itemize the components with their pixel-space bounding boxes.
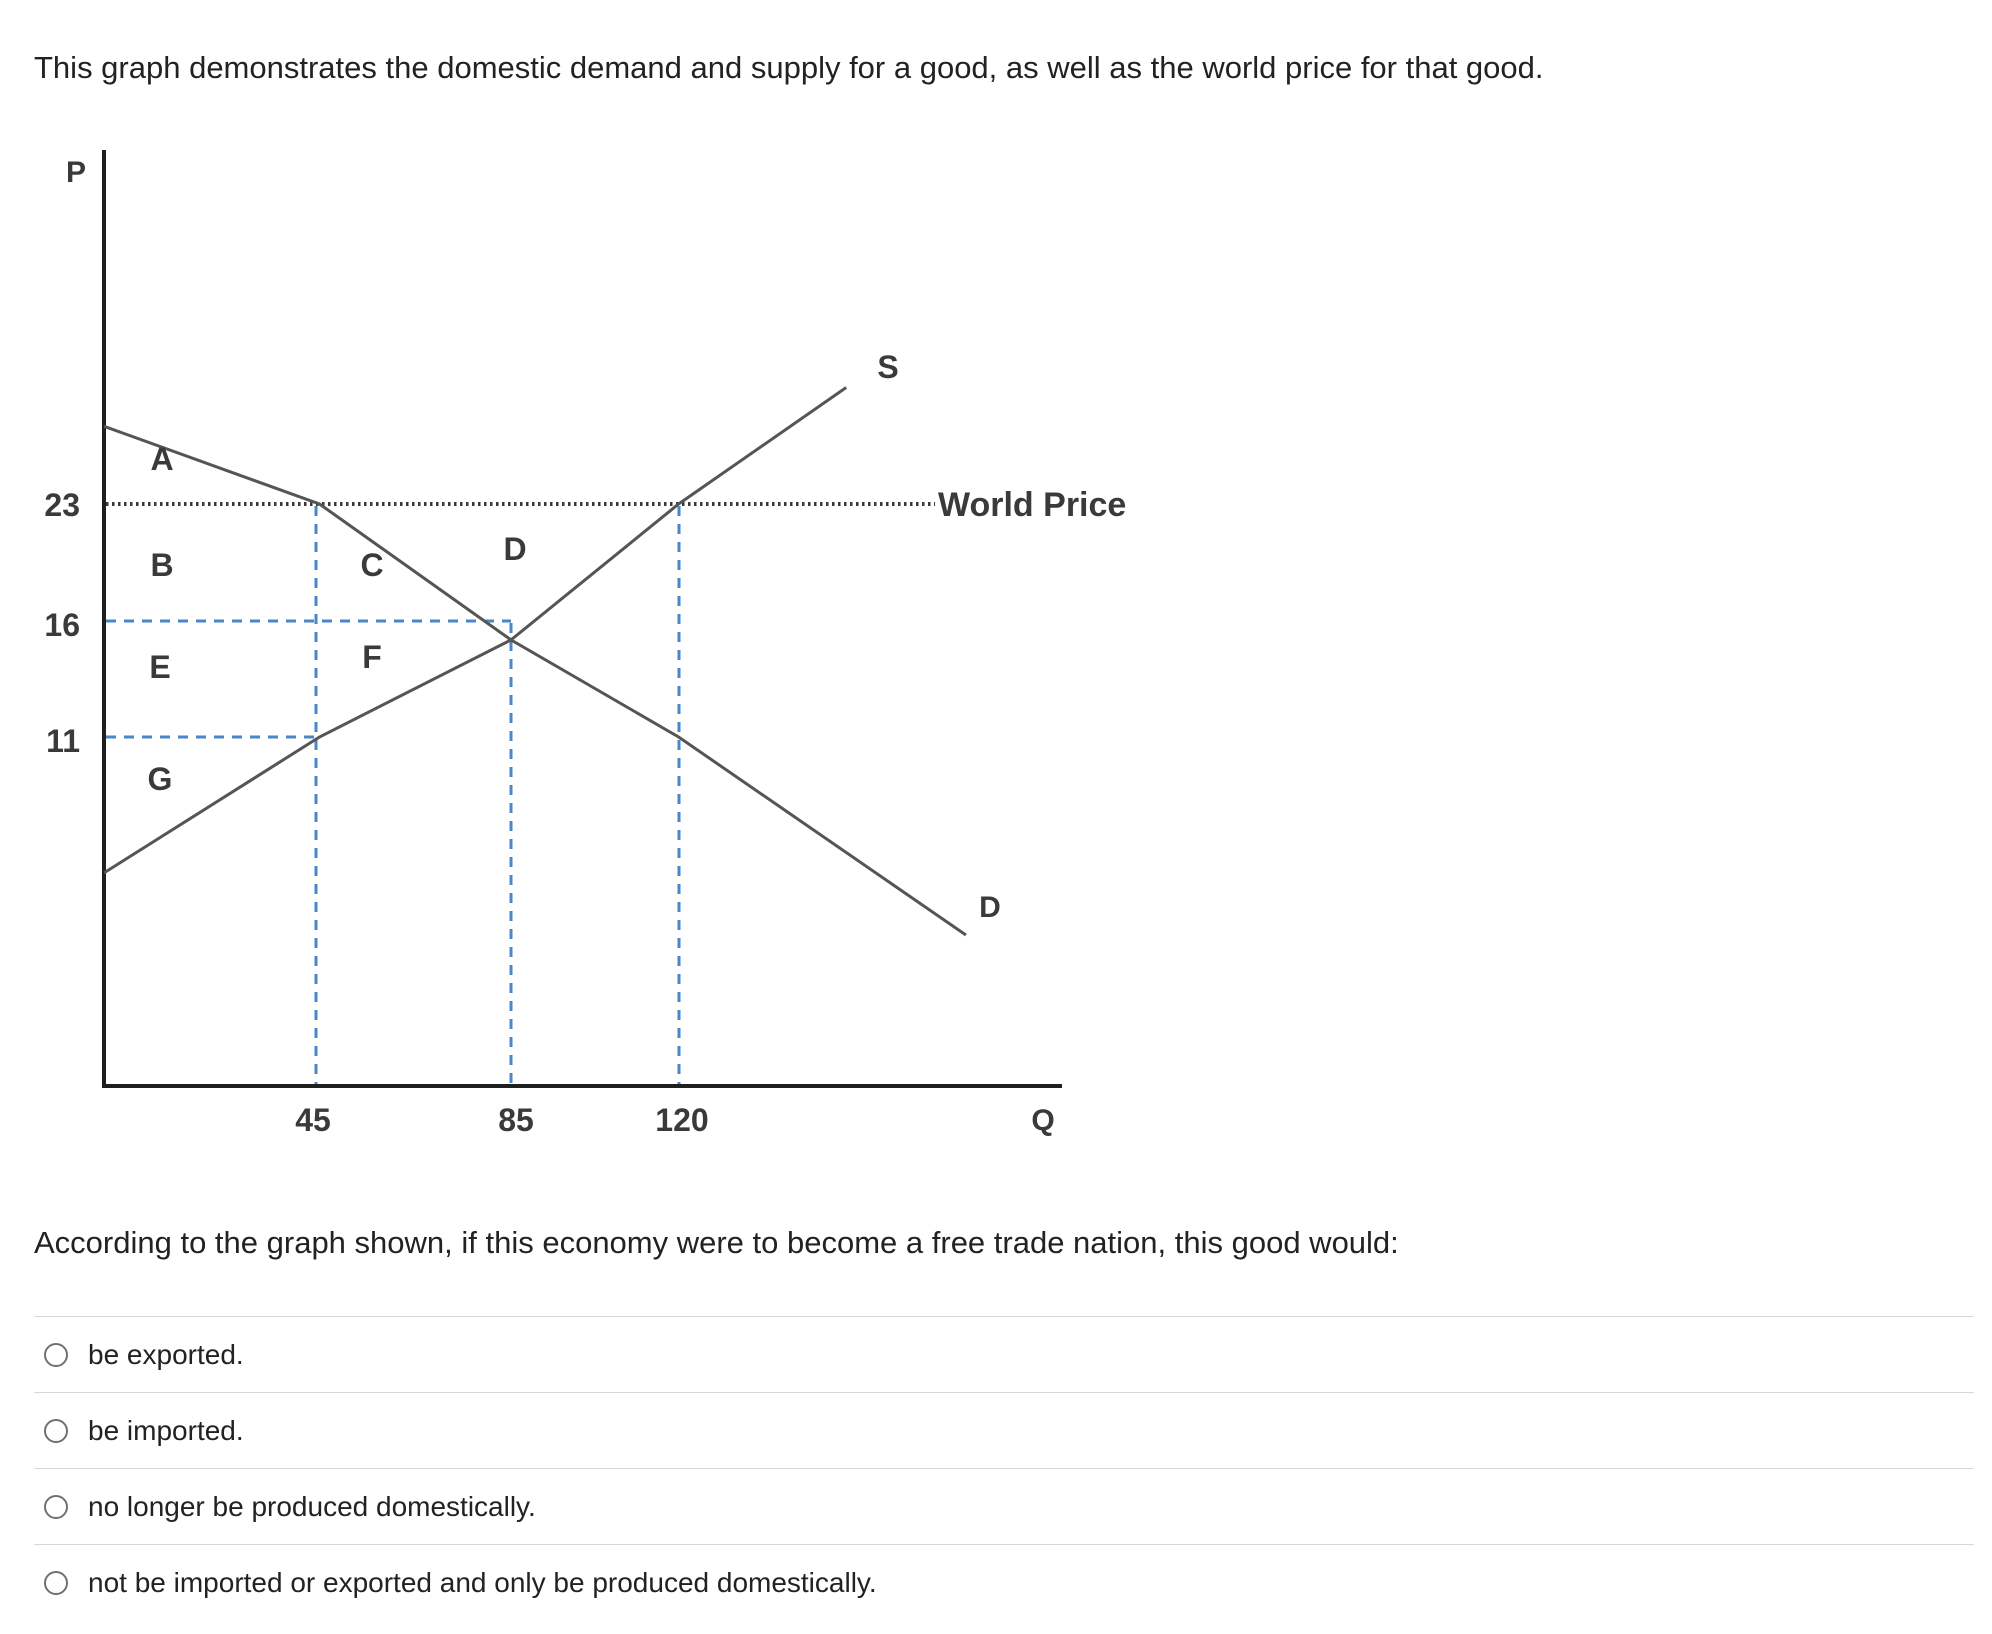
answer-option-label: not be imported or exported and only be produced domestically. — [88, 1566, 877, 1598]
region-label-e: E — [149, 649, 171, 685]
supply-demand-chart — [0, 140, 1180, 1160]
answer-option-no-domestic-production[interactable] — [34, 1468, 1974, 1544]
answer-option-label: no longer be produced domestically. — [88, 1490, 536, 1522]
radio-button[interactable] — [44, 1419, 68, 1443]
answer-option-imported[interactable] — [34, 1392, 1974, 1468]
supply-curve — [104, 388, 846, 873]
region-label-a: A — [150, 441, 174, 477]
demand-curve-label: D — [979, 891, 1001, 924]
y-tick-label: 16 — [44, 607, 80, 643]
question-text: According to the graph shown, if this economy were to become a free trade nation, this good would: — [34, 1225, 1399, 1260]
answer-option-label: be imported. — [88, 1414, 244, 1446]
x-axis-label: Q — [1031, 1104, 1055, 1137]
answer-options — [34, 1316, 1974, 1620]
intro-text: This graph demonstrates the domestic demand and supply for a good, as well as the world price for that good. — [34, 50, 1544, 85]
world-price-label: World Price — [938, 486, 1127, 524]
region-label-g: G — [147, 761, 173, 797]
y-axis-label: P — [65, 156, 87, 189]
answer-option-label: be exported. — [88, 1338, 244, 1370]
x-tick-label: 85 — [498, 1102, 534, 1138]
region-label-c: C — [360, 547, 384, 583]
region-label-d: D — [503, 531, 527, 567]
region-label-b: B — [150, 547, 174, 583]
answer-option-exported[interactable] — [34, 1316, 1974, 1392]
radio-button[interactable] — [44, 1495, 68, 1519]
y-tick-label: 11 — [46, 723, 80, 759]
supply-curve-label: S — [877, 349, 899, 385]
radio-button[interactable] — [44, 1343, 68, 1367]
region-label-f: F — [362, 639, 382, 675]
radio-button[interactable] — [44, 1571, 68, 1595]
x-tick-label: 120 — [655, 1102, 709, 1138]
y-tick-label: 23 — [44, 487, 80, 523]
x-tick-label: 45 — [295, 1102, 331, 1138]
answer-option-domestic-only[interactable] — [34, 1544, 1974, 1620]
